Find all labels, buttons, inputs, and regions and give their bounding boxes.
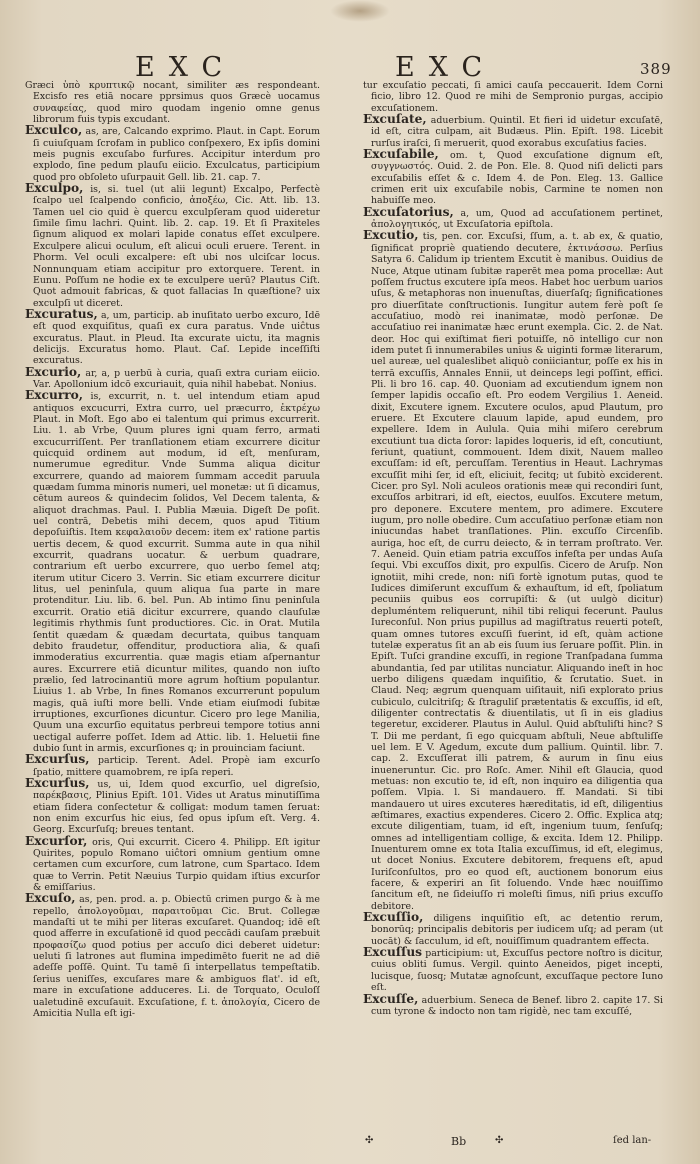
dictionary-entry	[25, 125, 320, 183]
star-ornament-left: ✣	[365, 1135, 374, 1146]
entry-headword: Exculpo,	[25, 181, 84, 196]
dictionary-entry	[25, 364, 320, 391]
entry-headword: Excuſſe,	[363, 991, 419, 1006]
dictionary-entry	[25, 306, 320, 367]
entry-headword: Excuratus,	[25, 306, 98, 321]
entry-text: a, um, particip. ab inuſitato uerbo excuro, Idē eſt quod exquiſitus, quaſi ex cura paratus. Vnde uiĉtus excuratus. Plaut. in Pleud. Ita excurate uictu, ita magnis delicijs. Excuratus homo. Plaut. Caſ. Lepide inceſſiſti excuratus.	[33, 309, 320, 367]
dictionary-entry	[363, 114, 663, 149]
entry-text: tur excuſatio peccati, ſi amici cauſa peccauerit. Idem Corni ficio, libro 12. Quod re mihi de Sempronio purgas, accipio excuſationem.	[363, 80, 663, 114]
entry-headword: Excuſatorius,	[363, 204, 454, 219]
dictionary-entry	[363, 991, 663, 1018]
entry-headword: Excurſus,	[25, 775, 90, 790]
entry-text: as, are, Calcando exprimo. Plaut. in Capt. Eorum ſi cuiuſquam ſcrofam in publico conſpexero, Ex ipſis domini meis pugnis excuſabo furfures. Accipitur interdum pro explodo, ſine pedum plauſu eiicio. Exculcatus, participium quod pro obſoleto uſurpauit Gell. lib. 21. cap. 7.	[33, 126, 320, 183]
entry-headword: Excurſor,	[25, 833, 88, 848]
entry-headword: Excuſo,	[25, 891, 76, 906]
dictionary-entry	[25, 893, 320, 1019]
entry-headword: Excurſus,	[25, 752, 90, 767]
entry-text: is, excurrit, n. t. uel intendum etiam apud antiquos excucurri, Extra curro, uel præcurro, ἐκτρέχω Plaut. in Moſt. Ego abo ei talentum qui primus excurrerit. Liu. 1. ab Vrbe, Quum plures igni quam ferro, armati excucurriſſent. Per tranſlationem etiam excurrere dicitur quicquid ordinem aut modum, id eſt, menſuram, numerumue egreditur. Vnde Summa aliqua dicitur excurrere, quando ad maiorem ſummam accedit paruula quædam ſumma minoris numeri, uel monetæ: ut ſi dicamus, cētum aureos & quindecim ſolidos, Vel Decem talenta, & aliquot drachmas. Paul. I. Publia Mæuia. Digeſt De poſit. uel contrā, Debetis mihi decem, quos apud Titium depoſuiſtis. Item κεφαλαιοῦν decem: item ex' ratione partis uertis decem, & quod excurrit. Summa aute in qua nihil excurrit, quadrans uocatur. & uerbum quadrare, contrarium eſt uerbo excurrere, quo uerbo ſemel atq; iterum utitur Cicero 3. Verrin. Sic etiam excurrere dicitur litus, uel peninſula, quum aliqua ſua parte in mare protenditur. Liu. lib. 6. bel. Pun. Ab intimo ſinu peninſula excurrit. Oratio etiā dicitur excurrere, quando clauſulæ legitimis rhythmis ſunt productiores. Cic. in Orat. Mutila ſentit quædam & quædam decurtata, quibus tanquam debito fraudetur, offenditur, productiora alia, & quaſi immoderatius excurrentia. quæ magis etiam aſpernantur aures. Excurrere etiā dicuntur milites, quando non iuſto prælio, ſed latrocinantiū more agrum hoſtium populantur. Liuius 1. ab Vrbe, In fines Romanos excurrerunt populum magis, quā iuſti more belli. Vnde etiam eiuſmodi ſubitæ irruptiones, excurſiones dicuntur. Cicero pro lege Manilia, Quum una excurſio equitatus perbreui tempore totius anni uectigal auferre poſſet. Idem ad Attic. lib. 1. Heluetii fine dubio ſunt in armis, excurſiones q; in prouinciam faciunt.	[33, 391, 320, 754]
entry-headword: Excuſate,	[363, 112, 427, 127]
dictionary-entry	[363, 230, 663, 912]
entry-text: ar, a, p uerbū à curia, quaſi extra curiam eiicio. Var. Apollonium idcō excuriauit, quia nihil habebat. Nonius.	[33, 367, 320, 390]
entry-headword: Excutio,	[363, 228, 419, 243]
dictionary-entry	[25, 775, 320, 836]
dictionary-entry	[363, 204, 663, 231]
dictionary-entry	[25, 183, 320, 309]
entry-text: tis, pen. cor. Excuſsi, ſſum, a. t. ab ex, & quatio, ſignificat propriè quatiendo decutere, ἐκτινάσσω. Perſius Satyra 6. Calidum ip trientem Excutit è manibus. Ouidius de Nuce, Atque utinam ſubitæ raperēt mea poma procellæ: Aut poſſem fructus excutere ipſa meos. Habet hoc uerbum uarios uſus, & metaphoras non inuenuſtas, diuerſaſq; ſignificationes pro diuerſitate conſtructionis. Iungitur autem ferè poſt ſe accuſatiuo, modò rei inanimatæ, modò perſonæ. De accuſatiuo rei inanimatæ hæc erunt exempla. Cic. 2. de Nat. deor. Hoc qui exiſtimat fieri potuiſſe, nō intelligo cur non idem putet ſi innumerabiles unius & uiginti formæ literarum, uel aureæ, uel qualeslibet aliquò coniiciantur, poſſe ex his in terrā excuſſis, Annales Ennii, ut deinceps legi poſſint, effici. Pli. li bro 16. cap. 40. Quoniam ad excutiendum ignem non ſemper lapidis occaſio eſt. Pro eodem Vergilius 1. Aeneid. dixit, Excutere ignem. Excutere oculos, apud Plautum, pro eruere. Et Excutere clauum lapide, apud eundem, pro expellere. Idem in Aulula. Quia mihi miſero cerebrum excutiunt tua dicta ſoror: lapides loqueris, id eſt, concutiunt, feriunt, quatiunt, commouent. Idem dixit, Nauem malleo excuſſam: id eſt, percuſſam. Terentius in Heaut. Lachrymas excuſſit mihi ſer, id eſt, eliciuit, fecitq; ut ſubitò exciderent. Cicer. pro Syl. Noli aculeos orationis meæ qui recondiri ſunt, excuſſos arbitrari, id eſt, eiectos, euulſos. Excutere metum, pro deponere. Excutere mentem, pro adimere. Excutere iugum, pro nolle obedire. Cum accuſatiuo perſonæ etiam non iniucundas habet tranſlationes. Plin. excuſſo Circenſib. auriga, hoc eſt, de curru deiecto, & in terram proſtrato. Ver. 7. Aeneid. Quin etiam patria excuſſos infeſta per undas Auſa ſequi. Vbi excuſſos dixit, pro expulſis. Cicero de Aruſp. Non ignotiit, mihi crede, non: niſi fortè ignotum putas, quod te Iudices dimiſerunt excuſſum & exhauſtum, id eſt, ſpoliatum pecuniis quibus eos corrupiſti: & (ut uulgò dicitur) depluméntem reliquerunt, nihil tibi reliqui fecerunt. Paulus Iureconſul. Non prius pupillus ad magiſtratus reuerti poteſt, quam omnes tutores excuſſi fuerint, id eſt, quàm actione tutelæ experatus ſit an ab eis ſuum ius ſeruare poſſit. Plin. in Epiſt. Tuſci grandine excuſſi, in regione Tranſpadana ſumma abundantia, ſed par utilitas nunciatur. Aliquando ineſt in hoc uerbo diligens quædam inquiſitio, & ſcrutatio. Suet. in Claud. Neq; ægrum quenquam uiſitauit, niſi explorato prius cubiculo, culcitriſq; & ſtraguliſ prætentatis & excuſſis, id eſt, diligenter contrectatis & diuentilatis, ut ſi in eis gladius tegeretur, exciderer. Plautus in Aulul. Quid abſtuliſti hinc? S T. Dii me perdant, ſi ego quicquam abſtuli, Neue abſtuliſſe uel lem. E V. Agedum, excute dum pallium. Quintil. libr. 7. cap. 2. Excuſſerat illi patrem, & aurum in ſinu eius inueneruntur. Cic. pro Roſc. Amer. Nihil eſt Glaucia, quod metuas: non excutio te, id eſt, non inquiro ea diligentia qua poſſem. Vlpia. l. Si mandauero. ff. Mandati. Si tibi mandauero ut uires excuteres hæreditatis, id eſt, diligentius æſtimares, exactius expenderes. Cicero 2. Offic. Explica atq; excute diligentiam, tuam, id eſt, ingenium tuum, ſenſuſq; omnes ad intelligentiam collige, & excita. Idem 12. Philipp. Inuenturem omne ex tota Italia excuſſimus, id eſt, elegimus, ut docet Nonius. Excutere debitorem, frequens eſt, apud Iuriſconſultos, pro eo quod eſt, auctionem bonorum eius facere, & experiri an ſit ſoluendo. Vnde hæc nouiſſimo ſancitum eſt, ne ſideiuſſo ri moleſti ſimus, niſi prius excuſſo debitore.	[371, 231, 663, 912]
entry-text: us, ui, Idem quod excurſio, uel digreſsio, παρέκβασις, Plinius Epiſt. 101. Vides ut Aratus minutiſſima etiam ſidera conſectetur & colligat: modum tamen ſeruat: non enim excurſus hic eius, ſed opus ipſum eſt. Verg. 4. Georg. Excurſuſq; breues tentant.	[33, 778, 320, 836]
entry-headword: Excuſſio,	[363, 910, 424, 925]
catchword: ſed lan-	[613, 1135, 652, 1146]
entry-text: Græci ὑπὸ κρυπτικῷ nocant, similiter æs respondeant. Excisfo res etiā nocare pprsimus quos Græcè uocamus συναφείας, quod miro quodam ingenio omne genus librorum fuis typis excudant.	[25, 80, 320, 126]
entry-text: aduerbium. Seneca de Benef. libro 2. capite 17. Si cum tyrone & indocto non tam rigidè, nec tam excuſſé,	[371, 994, 663, 1017]
running-head-left: EXC	[135, 52, 237, 83]
dictionary-entry	[25, 754, 320, 778]
entry-text: particip. Terent. Adel. Propè iam excurſo ſpatio, mittere quamobrem, re ipſa reperi.	[33, 755, 320, 778]
dictionary-entry	[363, 947, 663, 993]
signature-mark: Bb	[451, 1135, 467, 1148]
page-number: 389	[640, 60, 672, 78]
entry-headword: Excuſabile,	[363, 147, 439, 162]
entry-headword: Excuſſus	[363, 945, 423, 960]
entry-text: a, um, Quod ad accuſationem pertinet, ἀπολογητικός, ut Excuſatoria epiſtola.	[371, 207, 663, 231]
dictionary-entry	[25, 390, 320, 754]
dictionary-entry	[25, 80, 320, 125]
right-column	[363, 80, 663, 1130]
left-column	[25, 80, 320, 1130]
dictionary-entry	[363, 149, 663, 207]
entry-text: oris, Qui excurrit. Cicero 4. Philipp. Eſt igitur Quirites, populo Romano uiĉtori omnium gentium omne certamen cum excurſore, cum latrone, cum Spartaco. Idem quæ to Verrin. Petit Næuius Turpio quidam iſtius excurſor & emiſſarius.	[33, 836, 320, 894]
ink-stain	[330, 0, 390, 22]
entry-headword: Excurio,	[25, 364, 82, 379]
entry-text: as, pen. prod. a. p. Obiectū crimen purgo & à me repello, ἀπολογοῦμαι, παραιτοῦμαι Cic. Brut. Collegæ mandaſti ut te mihi per literas excuſaret. Quandoq; idē eſt quod afferre in excuſationē id quod peccādi cauſam præbuit προφασίζω quod potius per accuſo dici deberet uidetur: ueluti ſi latrones aut flumina impedimēto fuerit ne ad diē adeſſe poſſē. Quint. Tu tamē ſi interpellatus tempeſtatib. ſerius ueniſſes, excuſares mare & ambiguos flat'. id eſt, mare in excuſatione adduceres. Li. de Torquato, Oculoſſ ualetudinē excuſauit. Excuſatione, f. t. ἀπολογία, Cicero de Amicitia Nulla eſt igi-	[33, 894, 320, 1019]
page-footer	[363, 1135, 663, 1155]
entry-text: om. t, Quod excuſatione dignum eſt, συγγνωστός. Ouid. 2. de Pon. Ele. 8. Quod niſi delicti pars excuſabilis eſſet & c. Idem 4. de Pon. Eleg. 13. Gallice crimen erit uix excuſabile nobis, Carmine te nomen non habuiſſe meo.	[371, 150, 663, 207]
running-head-right: EXC	[395, 52, 497, 83]
star-ornament-right: ✣	[495, 1135, 504, 1146]
entry-text: participium: ut, Excuſſus pectore noſtro is dicitur, cuius obliti ſumus. Vergil. quinto Aeneidos, piget incepti, lucisque, ſuosq; Mutatæ agnoſcunt, excuſſaque pectore Iuno eſt.	[371, 948, 663, 994]
entry-text: aduerbium. Quintil. Et fieri id uidetur excuſatē, id eſt, citra culpam, ait Budæus. Plin. Epiſt. 198. Licebit rurſus iraſci, ſi meruerit, quod exorabus excuſatius facies.	[371, 115, 663, 149]
dictionary-entry	[363, 912, 663, 947]
dictionary-entry	[363, 80, 663, 114]
dictionary-entry	[25, 833, 320, 894]
entry-headword: Excurro,	[25, 388, 84, 403]
entry-text: diligens inquiſitio eſt, ac detentio rerum, bonorūq; principalis debitoris per iudicem uſq; ad peram (ut uocāt) & ſacculum, id eſt, nouiſſimum quadrantem effecta.	[371, 913, 663, 947]
entry-headword: Exculco,	[25, 123, 83, 138]
entry-text: is, si. tuel (ut alii legunt) Excalpo, Perfectè ſcalpo uel ſcalpendo conficio, ἀποξέω, Cic. Att. lib. 13. Tamen uel cio quid è quercu exculpſeram quod uideretur ſimile ſimu lachri. Quint. lib. 2. cap. 19. Et ſi Praxiteles ſignum aliquod ex molari lapide conatus eſſet exculpere. Exculpere alicui oculum, eſt alicui oculi eruere. Terent. in Phorm. Vel oculi excalpere: eſt ubi nos ulciſcar locus. Nonnunquam etiam accipitur pro extorquere. Terent. in Eunu. Poſſum ne hodie ex te exculpere uerū? Plautus Ciſt. Quot admouit fabricas, & quot fallacias In quæſtione? uix exculpſi ut diceret.	[33, 184, 320, 309]
